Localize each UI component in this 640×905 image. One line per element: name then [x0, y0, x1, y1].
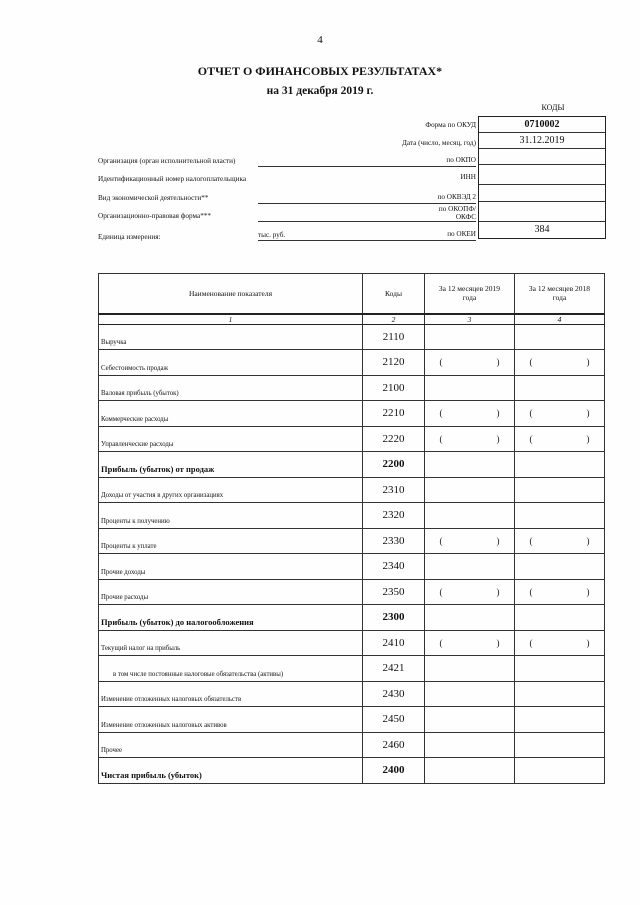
- value-2018: [515, 350, 605, 376]
- row-name: Чистая прибыль (убыток): [99, 758, 363, 784]
- value-2019: [425, 375, 515, 401]
- open-paren: (: [439, 357, 443, 368]
- value-2018: [515, 707, 605, 733]
- table-row: [99, 503, 605, 529]
- value-2018: [515, 681, 605, 707]
- row-code: 2110: [363, 324, 425, 350]
- table-row: [99, 681, 605, 707]
- table-row: [99, 452, 605, 478]
- row-code: 2320: [363, 503, 425, 529]
- open-paren: (: [439, 586, 443, 597]
- row-name: Прибыль (убыток) до налогообложения: [99, 605, 363, 631]
- value-2018: [515, 758, 605, 784]
- value-2019: [425, 452, 515, 478]
- row-name: Текущий налог на прибыль: [99, 630, 363, 656]
- codes-box: [478, 116, 606, 239]
- inn-id-label: Идентификационный номер налогоплательщика: [98, 175, 247, 183]
- close-paren: ): [586, 357, 590, 368]
- open-paren: (: [439, 535, 443, 546]
- value-2019: [425, 503, 515, 529]
- table-row: [99, 528, 605, 554]
- value-2018: [515, 579, 605, 605]
- negative-value-brackets: [530, 587, 590, 597]
- close-paren: ): [586, 433, 590, 444]
- report-table: [98, 273, 605, 784]
- close-paren: ): [496, 586, 500, 597]
- table-row: [99, 732, 605, 758]
- value-2019: [425, 605, 515, 631]
- row-name: Изменение отложенных налоговых обязательств: [99, 681, 363, 707]
- okei-value: 384: [534, 224, 550, 235]
- legal-form-line: [258, 221, 476, 222]
- close-paren: ): [496, 637, 500, 648]
- negative-value-brackets: [530, 408, 590, 418]
- row-code: 2450: [363, 707, 425, 733]
- negative-value-brackets: [530, 536, 590, 546]
- okved-value: [479, 185, 605, 202]
- negative-value-brackets: [440, 587, 500, 597]
- row-code: 2300: [363, 605, 425, 631]
- close-paren: ): [586, 586, 590, 597]
- open-paren: (: [439, 408, 443, 419]
- value-2019: [425, 426, 515, 452]
- org-line: [258, 166, 476, 167]
- report-subtitle: на 31 декабря 2019 г.: [266, 85, 374, 97]
- value-2019: [425, 324, 515, 350]
- open-paren: (: [439, 637, 443, 648]
- okved-label: по ОКВЭД 2: [437, 193, 476, 201]
- colnum-2: 2: [363, 314, 425, 325]
- okud-label: Форма по ОКУД: [425, 121, 476, 129]
- row-code: 2200: [363, 452, 425, 478]
- close-paren: ): [586, 535, 590, 546]
- row-name: в том числе постоянные налоговые обязательства (активы): [99, 656, 363, 682]
- negative-value-brackets: [440, 357, 500, 367]
- table-row: [99, 477, 605, 503]
- value-2019: [425, 732, 515, 758]
- codes-label: КОДЫ: [541, 103, 565, 112]
- unit-label: Единица измерения:: [98, 233, 161, 241]
- row-code: 2330: [363, 528, 425, 554]
- row-name: Проценты к получению: [99, 503, 363, 529]
- table-row: [99, 426, 605, 452]
- open-paren: (: [439, 433, 443, 444]
- row-code: 2120: [363, 350, 425, 376]
- table-row: [99, 401, 605, 427]
- close-paren: ): [496, 535, 500, 546]
- value-2019: [425, 707, 515, 733]
- open-paren: (: [529, 433, 533, 444]
- header-code: Коды: [363, 274, 425, 314]
- value-2018: [515, 528, 605, 554]
- date-value: 31.12.2019: [479, 133, 605, 149]
- negative-value-brackets: [530, 638, 590, 648]
- row-code: 2400: [363, 758, 425, 784]
- table-row: [99, 324, 605, 350]
- unit-line: [258, 240, 476, 241]
- value-2019: [425, 681, 515, 707]
- value-2018: [515, 477, 605, 503]
- legal-form-label: Организационно-правовая форма***: [98, 212, 211, 220]
- row-code: 2220: [363, 426, 425, 452]
- value-2018: [515, 375, 605, 401]
- open-paren: (: [529, 408, 533, 419]
- row-code: 2460: [363, 732, 425, 758]
- close-paren: ): [496, 408, 500, 419]
- value-2018: [515, 503, 605, 529]
- row-code: 2421: [363, 656, 425, 682]
- negative-value-brackets: [530, 357, 590, 367]
- row-name: Доходы от участия в других организациях: [99, 477, 363, 503]
- table-row: [99, 707, 605, 733]
- row-code: 2410: [363, 630, 425, 656]
- table-row: [99, 630, 605, 656]
- value-2018: [515, 324, 605, 350]
- org-label: Организация (орган исполнительной власти): [98, 157, 236, 165]
- open-paren: (: [529, 535, 533, 546]
- row-name: Выручка: [99, 324, 363, 350]
- value-2019: [425, 554, 515, 580]
- unit-value: тыс. руб.: [258, 231, 286, 239]
- row-name: Изменение отложенных налоговых активов: [99, 707, 363, 733]
- colnum-1: 1: [99, 314, 363, 325]
- row-name: Прочие расходы: [99, 579, 363, 605]
- header-name: Наименование показателя: [99, 274, 363, 314]
- row-code: 2310: [363, 477, 425, 503]
- okud-value: 0710002: [479, 117, 605, 133]
- value-2018: [515, 452, 605, 478]
- row-name: Валовая прибыль (убыток): [99, 375, 363, 401]
- row-name: Управленческие расходы: [99, 426, 363, 452]
- open-paren: (: [529, 637, 533, 648]
- okfs-label: ОКФС: [455, 213, 476, 221]
- row-name: Прочие доходы: [99, 554, 363, 580]
- table-row: [99, 350, 605, 376]
- open-paren: (: [529, 586, 533, 597]
- value-2019: [425, 350, 515, 376]
- okpo-value: [479, 149, 605, 165]
- colnum-4: 4: [515, 314, 605, 325]
- header-period1: За 12 месяцев 2019 года: [425, 274, 515, 314]
- report-title: ОТЧЕТ О ФИНАНСОВЫХ РЕЗУЛЬТАТАХ*: [197, 64, 443, 78]
- inn-value: [479, 165, 605, 185]
- value-2018: [515, 630, 605, 656]
- activity-label: Вид экономической деятельности**: [98, 194, 209, 202]
- row-name: Коммерческие расходы: [99, 401, 363, 427]
- row-name: Проценты к уплате: [99, 528, 363, 554]
- table-row: [99, 758, 605, 784]
- row-code: 2100: [363, 375, 425, 401]
- negative-value-brackets: [440, 408, 500, 418]
- close-paren: ): [586, 637, 590, 648]
- negative-value-brackets: [530, 434, 590, 444]
- okpo-label: по ОКПО: [446, 156, 476, 164]
- row-code: 2350: [363, 579, 425, 605]
- header-period2: За 12 месяцев 2018 года: [515, 274, 605, 314]
- value-2018: [515, 605, 605, 631]
- table-row: [99, 554, 605, 580]
- okopf-okfs-value: [479, 202, 605, 222]
- close-paren: ): [586, 408, 590, 419]
- row-name: Себестоимость продаж: [99, 350, 363, 376]
- negative-value-brackets: [440, 638, 500, 648]
- table-row: [99, 605, 605, 631]
- value-2019: [425, 528, 515, 554]
- close-paren: ): [496, 357, 500, 368]
- open-paren: (: [529, 357, 533, 368]
- page-number: 4: [317, 34, 323, 46]
- date-label: Дата (число, месяц, год): [401, 139, 476, 147]
- row-name: Прочее: [99, 732, 363, 758]
- value-2018: [515, 426, 605, 452]
- value-2018: [515, 401, 605, 427]
- inn-label: ИНН: [460, 173, 476, 181]
- okopf-label: по ОКОПФ/: [438, 205, 476, 213]
- value-2018: [515, 732, 605, 758]
- okei-label: по ОКЕИ: [447, 230, 476, 238]
- value-2019: [425, 579, 515, 605]
- value-2018: [515, 656, 605, 682]
- table-row: [99, 375, 605, 401]
- value-2019: [425, 630, 515, 656]
- value-2019: [425, 477, 515, 503]
- table-row: [99, 656, 605, 682]
- row-code: 2430: [363, 681, 425, 707]
- value-2019: [425, 758, 515, 784]
- value-2019: [425, 401, 515, 427]
- table-row: [99, 579, 605, 605]
- negative-value-brackets: [440, 434, 500, 444]
- negative-value-brackets: [440, 536, 500, 546]
- row-code: 2210: [363, 401, 425, 427]
- row-name: Прибыль (убыток) от продаж: [99, 452, 363, 478]
- activity-line: [258, 203, 476, 204]
- colnum-3: 3: [425, 314, 515, 325]
- value-2019: [425, 656, 515, 682]
- value-2018: [515, 554, 605, 580]
- row-code: 2340: [363, 554, 425, 580]
- close-paren: ): [496, 433, 500, 444]
